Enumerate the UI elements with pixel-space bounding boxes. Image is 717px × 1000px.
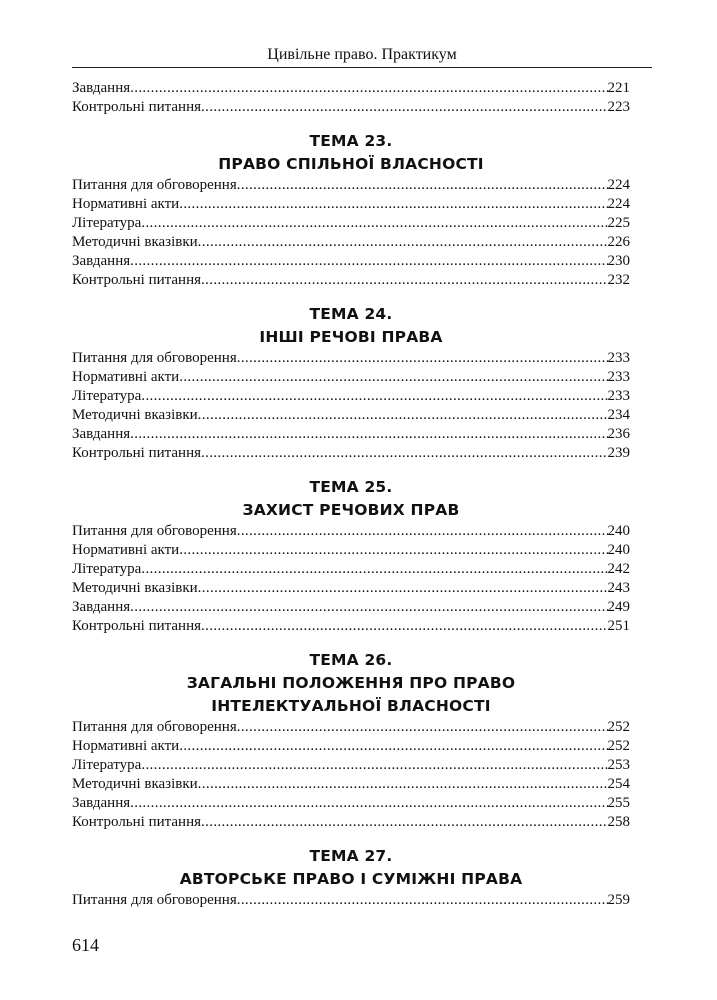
theme-number: ТЕМА 23. — [309, 132, 393, 150]
toc-entry-page: 242 — [607, 561, 630, 577]
toc-entry — [72, 775, 630, 794]
toc-entry-label: Питання для обговорення — [72, 523, 237, 539]
toc-entry-page: 240 — [607, 542, 630, 558]
toc-entry-label: Завдання — [72, 253, 131, 269]
dot-leader — [130, 598, 607, 617]
toc-entry-page: 230 — [607, 253, 630, 269]
theme-heading — [72, 303, 630, 349]
theme-heading — [72, 845, 630, 891]
toc-entry-label: Література — [72, 757, 142, 773]
toc-entry — [72, 271, 630, 290]
toc-entry-label: Нормативні акти — [72, 196, 180, 212]
dot-leader — [179, 737, 607, 756]
theme-title: ІНШІ РЕЧОВІ ПРАВА — [259, 328, 443, 346]
toc-entry-page: 223 — [607, 99, 630, 115]
dot-leader — [237, 718, 608, 737]
dot-leader — [130, 425, 607, 444]
toc-entry-page: 239 — [607, 445, 630, 461]
toc-entry — [72, 368, 630, 387]
header-rule — [72, 67, 652, 68]
theme-title: ПРАВО СПІЛЬНОЇ ВЛАСНОСТІ — [218, 155, 484, 173]
dot-leader — [201, 813, 607, 832]
page-number: 614 — [72, 935, 99, 955]
theme-title: ЗАГАЛЬНІ ПОЛОЖЕННЯ ПРО ПРАВО — [186, 674, 516, 692]
toc-entry-page: 233 — [607, 369, 630, 385]
toc-entry-page: 233 — [607, 388, 630, 404]
toc-entry-label: Нормативні акти — [72, 542, 180, 558]
toc-entry — [72, 79, 630, 98]
toc-entry-page: 240 — [607, 523, 630, 539]
dot-leader — [141, 214, 607, 233]
theme-title: АВТОРСЬКЕ ПРАВО І СУМІЖНІ ПРАВА — [179, 870, 523, 888]
running-header: Цивільне право. Практикум — [267, 46, 457, 63]
theme-title: ІНТЕЛЕКТУАЛЬНОЇ ВЛАСНОСТІ — [211, 697, 491, 715]
toc-entry-page: 255 — [607, 795, 630, 811]
toc-entry-page: 233 — [607, 350, 630, 366]
toc-entry — [72, 560, 630, 579]
toc-entry-label: Література — [72, 215, 142, 231]
toc-entry-label: Контрольні питання — [72, 445, 202, 461]
toc-entry-page: 258 — [607, 814, 630, 830]
dot-leader — [198, 579, 608, 598]
toc-entry-label: Методичні вказівки — [72, 234, 198, 250]
toc-entry-label: Завдання — [72, 795, 131, 811]
theme-number: ТЕМА 24. — [309, 305, 393, 323]
toc-entry-page: 234 — [607, 407, 630, 423]
toc-entry-page: 251 — [607, 618, 630, 634]
dot-leader — [130, 794, 607, 813]
toc-entry — [72, 794, 630, 813]
toc-entry — [72, 214, 630, 233]
dot-leader — [179, 368, 607, 387]
toc-entry-label: Контрольні питання — [72, 814, 202, 830]
toc-entry-label: Питання для обговорення — [72, 892, 237, 908]
dot-leader — [201, 444, 607, 463]
toc-entry-label: Завдання — [72, 80, 131, 96]
toc-entry-page: 232 — [607, 272, 630, 288]
toc-entry — [72, 541, 630, 560]
dot-leader — [141, 756, 607, 775]
toc-entry-label: Завдання — [72, 599, 131, 615]
toc-entry-page: 226 — [607, 234, 630, 250]
toc-entry — [72, 176, 630, 195]
toc-entry-page: 253 — [607, 757, 630, 773]
toc-entry-label: Питання для обговорення — [72, 719, 237, 735]
toc-entry — [72, 813, 630, 832]
toc-entry — [72, 617, 630, 636]
toc-entry-page: 225 — [607, 215, 630, 231]
dot-leader — [237, 349, 608, 368]
toc-entry-label: Контрольні питання — [72, 618, 202, 634]
toc-entry — [72, 522, 630, 541]
dot-leader — [130, 252, 607, 271]
toc-entry-page: 224 — [607, 196, 630, 212]
toc-entry — [72, 406, 630, 425]
theme-number: ТЕМА 27. — [309, 847, 393, 865]
dot-leader — [201, 617, 607, 636]
toc-entry — [72, 737, 630, 756]
dot-leader — [201, 98, 607, 117]
dot-leader — [198, 406, 608, 425]
dot-leader — [237, 176, 608, 195]
toc-entry-page: 243 — [607, 580, 630, 596]
toc-entry-label: Методичні вказівки — [72, 580, 198, 596]
toc-entry — [72, 444, 630, 463]
theme-heading — [72, 130, 630, 176]
dot-leader — [141, 387, 607, 406]
toc-entry-label: Нормативні акти — [72, 738, 180, 754]
toc-entry-label: Питання для обговорення — [72, 350, 237, 366]
dot-leader — [201, 271, 607, 290]
toc-entry-label: Методичні вказівки — [72, 407, 198, 423]
toc-entry-label: Нормативні акти — [72, 369, 180, 385]
toc-entry-page: 249 — [607, 599, 630, 615]
toc-entry — [72, 195, 630, 214]
dot-leader — [130, 79, 607, 98]
toc-entry-label: Завдання — [72, 426, 131, 442]
dot-leader — [198, 233, 608, 252]
toc-entry — [72, 349, 630, 368]
theme-number: ТЕМА 26. — [309, 651, 393, 669]
dot-leader — [179, 541, 607, 560]
toc-entry — [72, 233, 630, 252]
toc-entry — [72, 579, 630, 598]
toc-entry-page: 252 — [607, 738, 630, 754]
toc-entry — [72, 252, 630, 271]
toc-entry — [72, 718, 630, 737]
toc-entry-page: 254 — [607, 776, 630, 792]
toc-entry-label: Контрольні питання — [72, 272, 202, 288]
dot-leader — [237, 522, 608, 541]
toc-entry-page: 236 — [607, 426, 630, 442]
toc-entry-label: Література — [72, 388, 142, 404]
toc-entry — [72, 598, 630, 617]
theme-title: ЗАХИСТ РЕЧОВИХ ПРАВ — [242, 501, 460, 519]
dot-leader — [237, 891, 608, 910]
toc-entry — [72, 387, 630, 406]
toc-entry — [72, 891, 630, 910]
toc-entry-label: Методичні вказівки — [72, 776, 198, 792]
toc-entry-page: 224 — [607, 177, 630, 193]
toc-entry — [72, 756, 630, 775]
dot-leader — [179, 195, 607, 214]
toc-entry-label: Контрольні питання — [72, 99, 202, 115]
toc-entry-page: 252 — [607, 719, 630, 735]
dot-leader — [198, 775, 608, 794]
table-of-contents — [72, 79, 630, 910]
toc-entry — [72, 425, 630, 444]
toc-entry — [72, 98, 630, 117]
theme-heading — [72, 476, 630, 522]
toc-entry-page: 259 — [607, 892, 630, 908]
toc-entry-page: 221 — [607, 80, 630, 96]
theme-number: ТЕМА 25. — [309, 478, 393, 496]
toc-entry-label: Література — [72, 561, 142, 577]
toc-entry-label: Питання для обговорення — [72, 177, 237, 193]
theme-heading — [72, 649, 630, 718]
dot-leader — [141, 560, 607, 579]
